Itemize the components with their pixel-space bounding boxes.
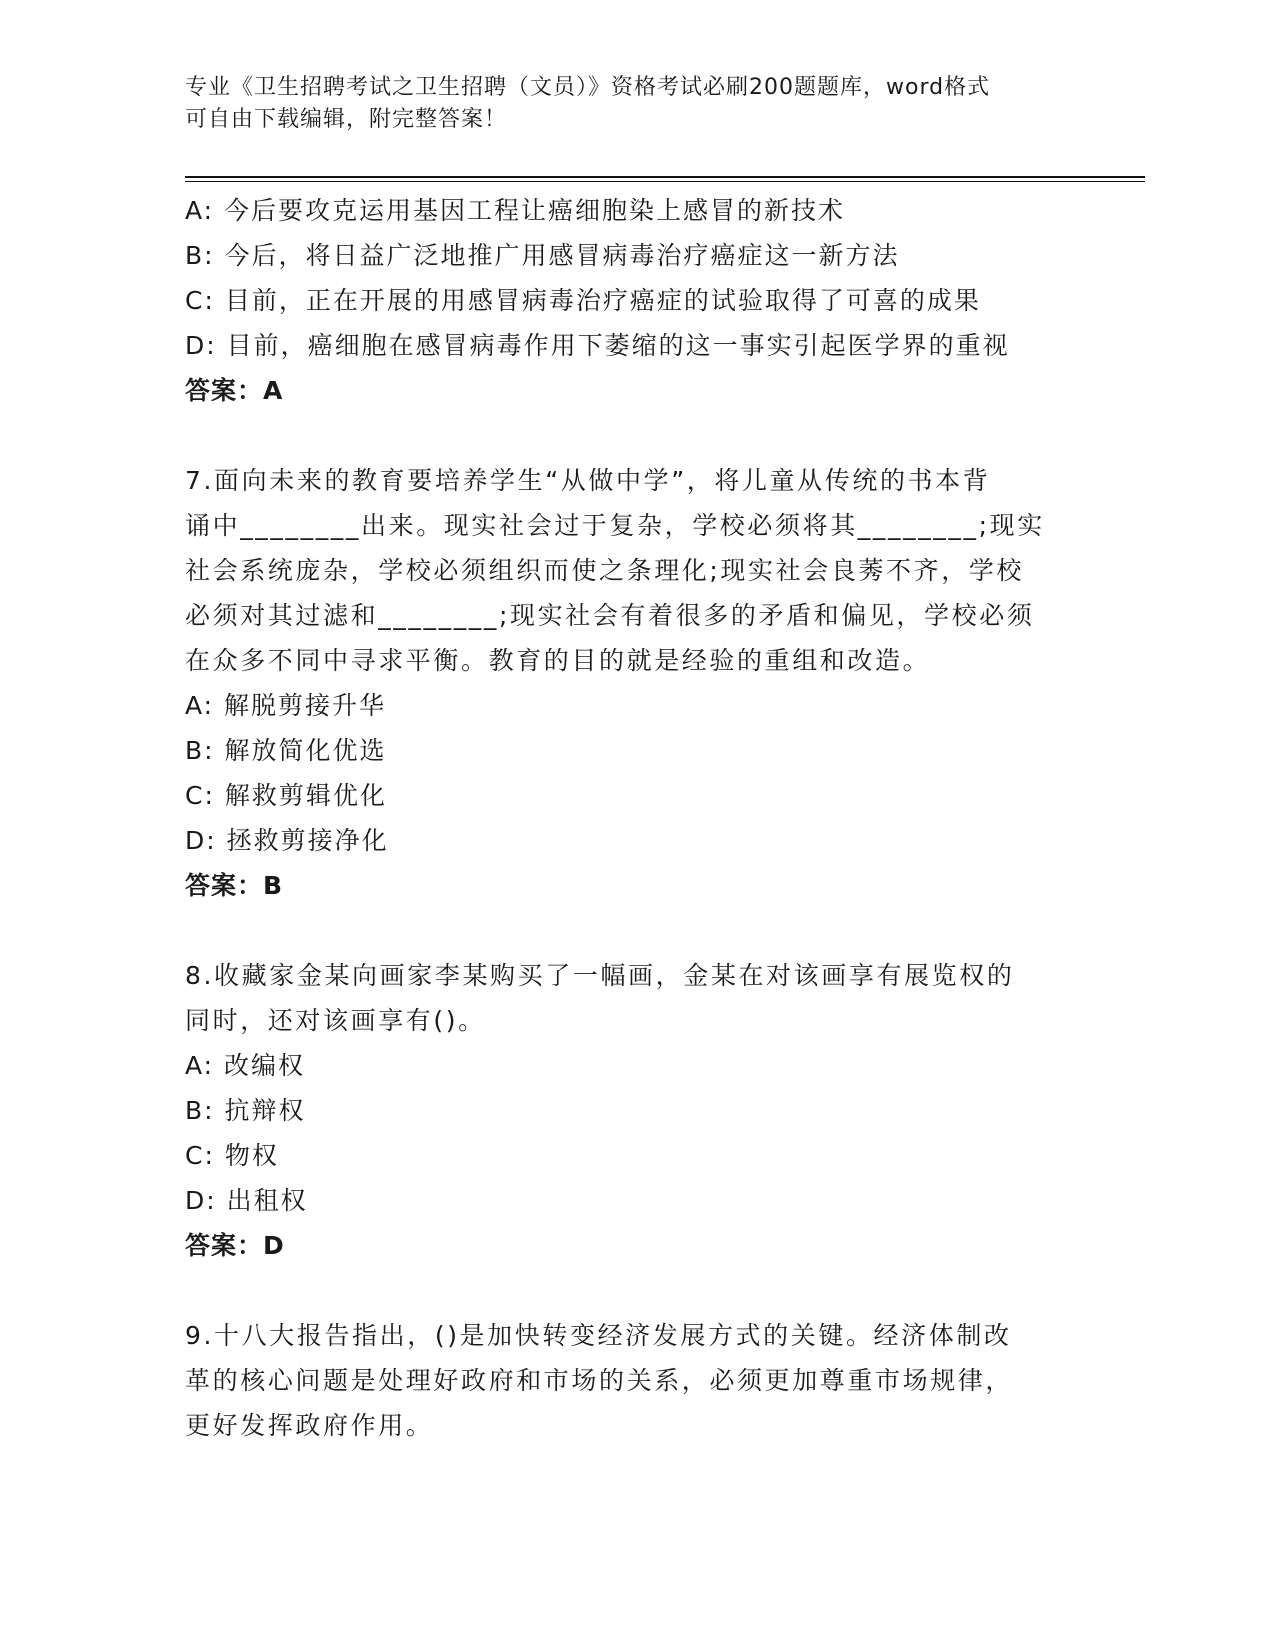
question-8 <box>185 953 1065 1268</box>
option-a: A: 解脱剪接升华 <box>185 691 387 720</box>
option-d: D: 拯救剪接净化 <box>185 826 389 855</box>
question-9 <box>185 1313 1065 1448</box>
question-stem-line: 革的核心问题是处理好政府和市场的关系，必须更加尊重市场规律， <box>185 1366 1014 1395</box>
option-d: D: 出租权 <box>185 1186 308 1215</box>
answer: 答案：D <box>185 1231 285 1260</box>
answer: 答案：A <box>185 376 284 405</box>
question-stem-line: 在众多不同中寻求平衡。教育的目的就是经验的重组和改造。 <box>185 646 931 675</box>
header-divider <box>185 176 1145 182</box>
question-stem-line: 更好发挥政府作用。 <box>185 1411 434 1440</box>
option-d: D: 目前，癌细胞在感冒病毒作用下萎缩的这一事实引起医学界的重视 <box>185 331 1010 360</box>
option-c: C: 解救剪辑优化 <box>185 781 387 810</box>
option-c: C: 目前，正在开展的用感冒病毒治疗癌症的试验取得了可喜的成果 <box>185 286 981 315</box>
question-6 <box>185 188 1065 413</box>
document-header <box>185 72 1065 136</box>
option-b: B: 解放简化优选 <box>185 736 387 765</box>
document-body <box>185 188 1065 1448</box>
question-stem-line: 必须对其过滤和________;现实社会有着很多的矛盾和偏见，学校必须 <box>185 601 1035 630</box>
option-b: B: 抗辩权 <box>185 1096 306 1125</box>
option-c: C: 物权 <box>185 1141 279 1170</box>
header-line-2: 可自由下载编辑，附完整答案！ <box>185 107 508 132</box>
question-stem-line: 社会系统庞杂，学校必须组织而使之条理化;现实社会良莠不齐，学校 <box>185 556 1025 585</box>
option-a: A: 改编权 <box>185 1051 306 1080</box>
question-7 <box>185 458 1065 908</box>
question-stem-line: 7.面向未来的教育要培养学生“从做中学”，将儿童从传统的书本背 <box>185 466 991 495</box>
answer: 答案：B <box>185 871 284 900</box>
option-b: B: 今后，将日益广泛地推广用感冒病毒治疗癌症这一新方法 <box>185 241 900 270</box>
option-a: A: 今后要攻克运用基因工程让癌细胞染上感冒的新技术 <box>185 196 846 225</box>
question-stem-line: 8.收藏家金某向画家李某购买了一幅画，金某在对该画享有展览权的 <box>185 961 1015 990</box>
header-line-1: 专业《卫生招聘考试之卫生招聘（文员）》资格考试必刷200题题库，word格式 <box>185 75 991 100</box>
question-stem-line: 同时，还对该画享有()。 <box>185 1006 486 1035</box>
question-stem-line: 诵中________出来。现实社会过于复杂，学校必须将其________;现实 <box>185 511 1045 540</box>
question-stem-line: 9.十八大报告指出，()是加快转变经济发展方式的关键。经济体制改 <box>185 1321 1012 1350</box>
